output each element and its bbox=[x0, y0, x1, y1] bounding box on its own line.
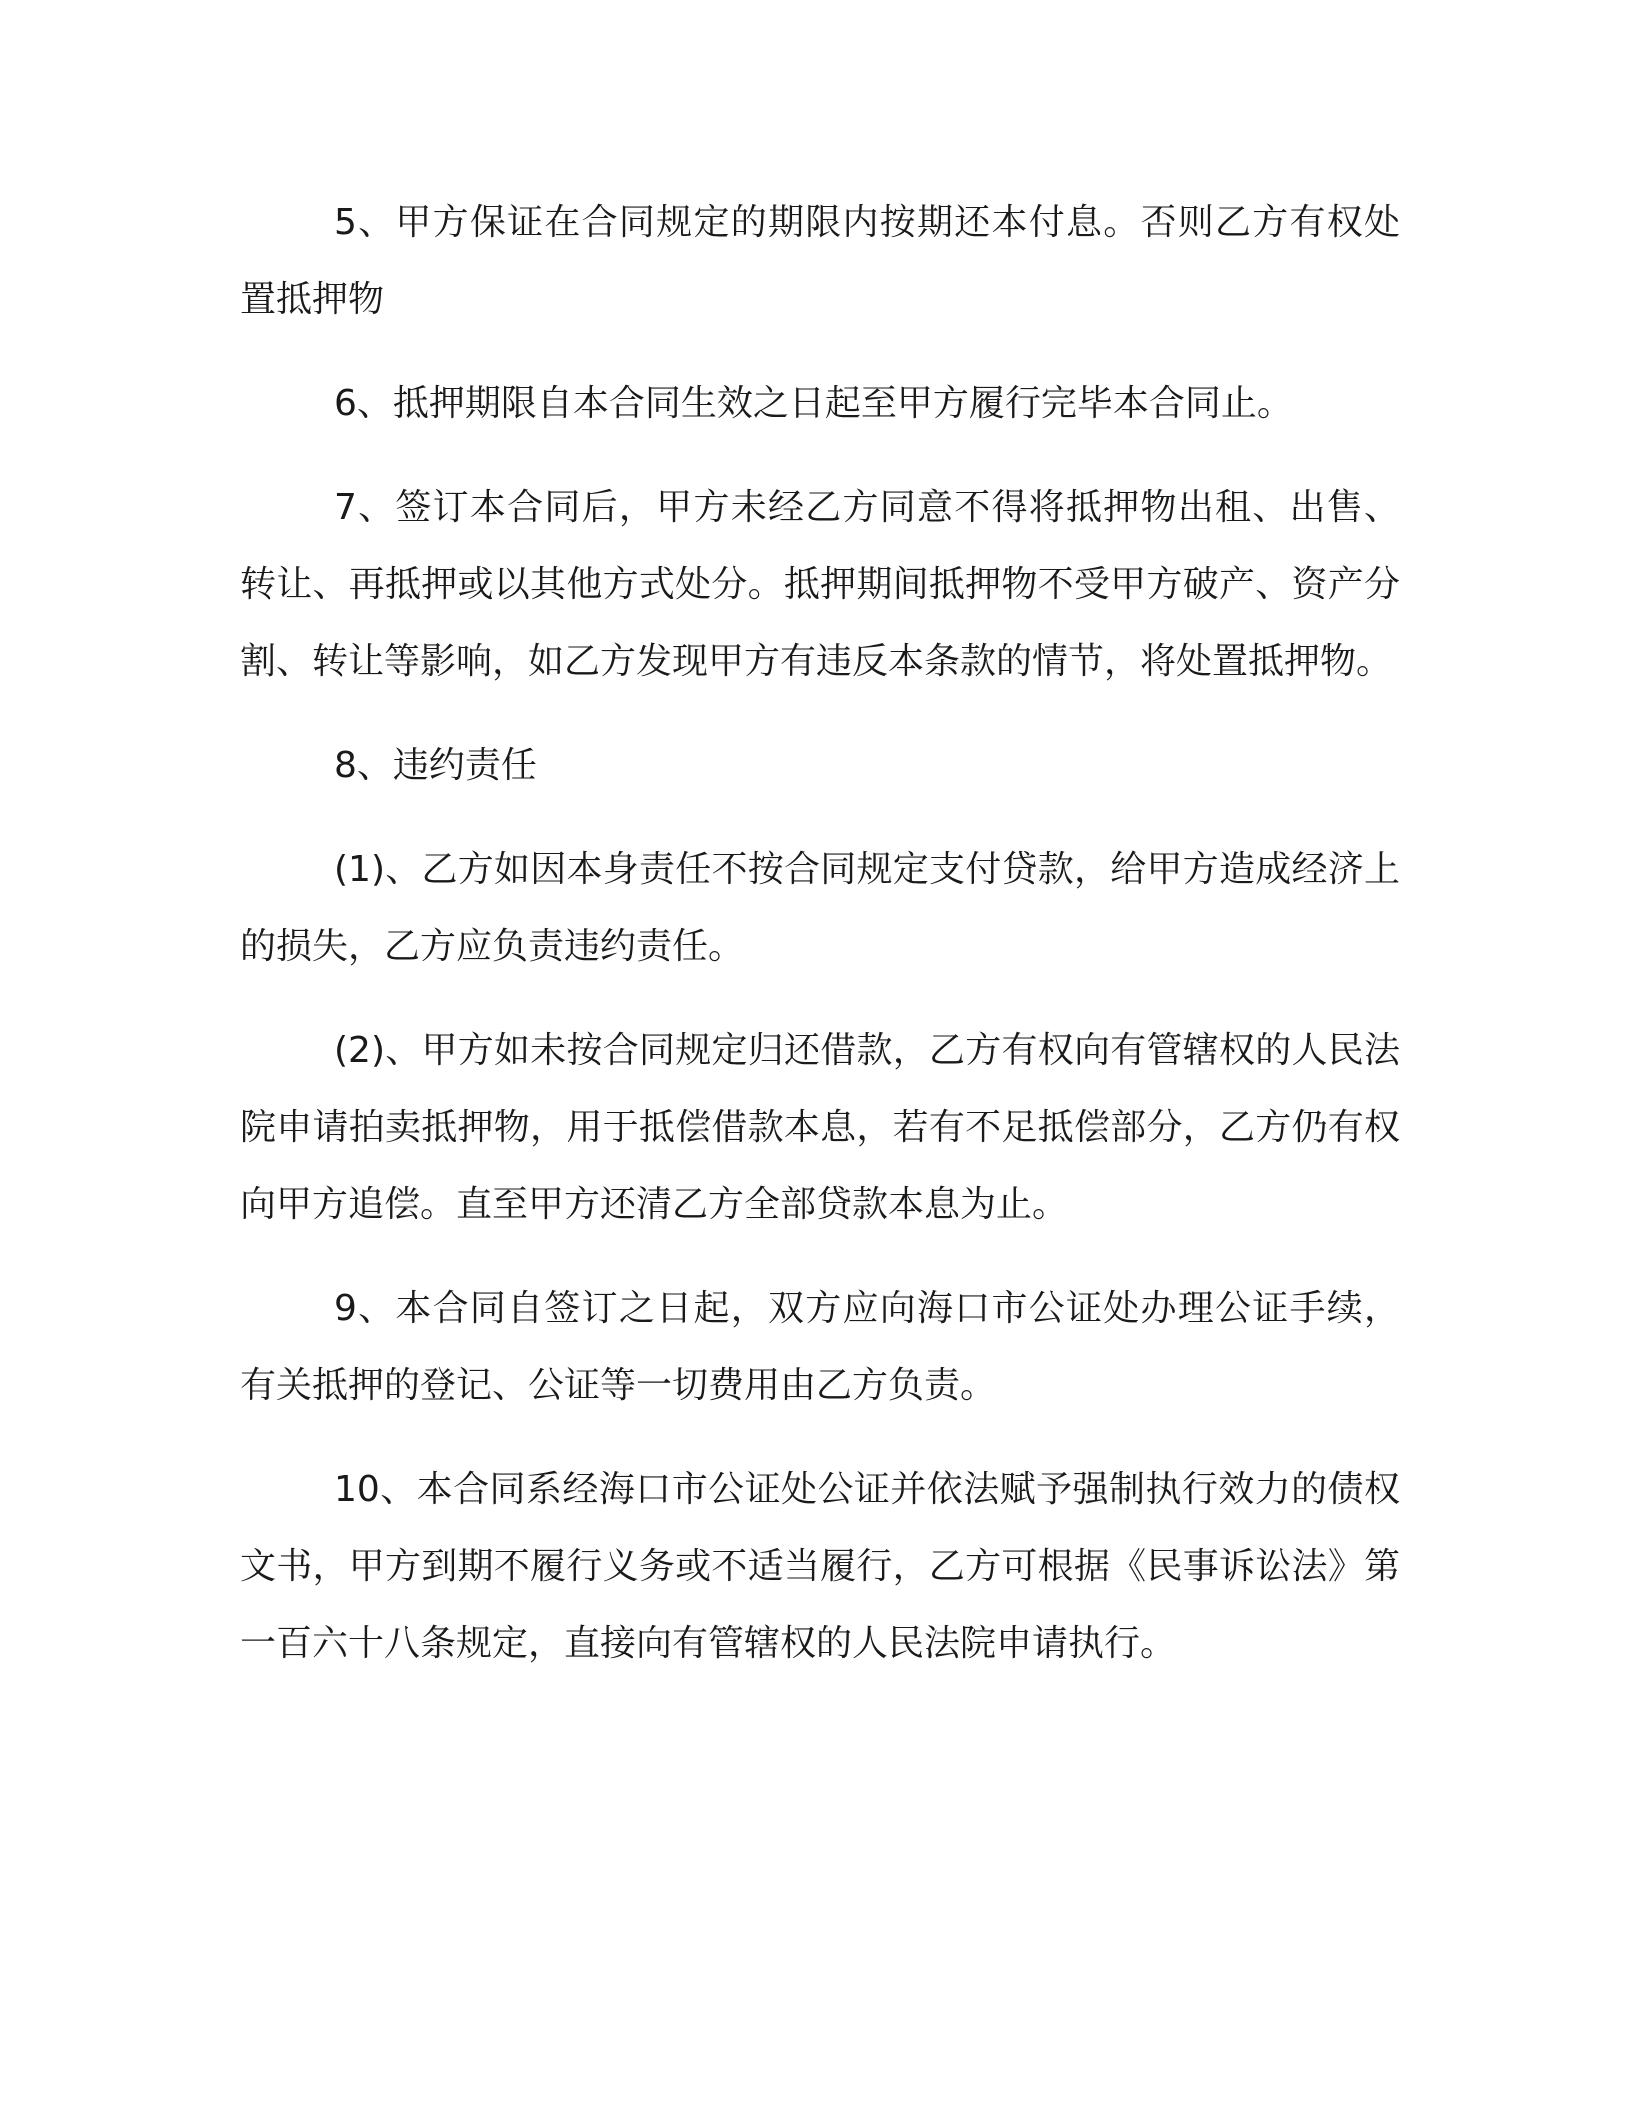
clause-8-heading: 8、违约责任 bbox=[334, 745, 537, 786]
clause-5: 5、甲方保证在合同规定的期限内按期还本付息。否则乙方有权处置抵押物 bbox=[240, 202, 1400, 320]
clause-9: 9、本合同自签订之日起，双方应向海口市公证处办理公证手续，有关抵押的登记、公证等一切费用由乙方负责。 bbox=[240, 1288, 1400, 1406]
document-body bbox=[240, 184, 1400, 1709]
clause-8-item-1: (1)、乙方如因本身责任不按合同规定支付贷款，给甲方造成经济上的损失，乙方应负责违约责任。 bbox=[240, 849, 1400, 967]
clause-6: 6、抵押期限自本合同生效之日起至甲方履行完毕本合同止。 bbox=[334, 383, 1293, 424]
clause-10: 10、本合同系经海口市公证处公证并依法赋予强制执行效力的债权文书，甲方到期不履行义务或不适当履行，乙方可根据《民事诉讼法》第一百六十八条规定，直接向有管辖权的人民法院申请执行。 bbox=[240, 1469, 1400, 1664]
clause-8-item-2: (2)、甲方如未按合同规定归还借款，乙方有权向有管辖权的人民法院申请拍卖抵押物，用于抵偿借款本息，若有不足抵偿部分，乙方仍有权向甲方追偿。直至甲方还清乙方全部贷款本息为止。 bbox=[240, 1030, 1400, 1225]
clause-7: 7、签订本合同后，甲方未经乙方同意不得将抵押物出租、出售、转让、再抵押或以其他方式处分。抵押期间抵押物不受甲方破产、资产分割、转让等影响，如乙方发现甲方有违反本条款的情节，将处置抵押物。 bbox=[240, 487, 1400, 682]
